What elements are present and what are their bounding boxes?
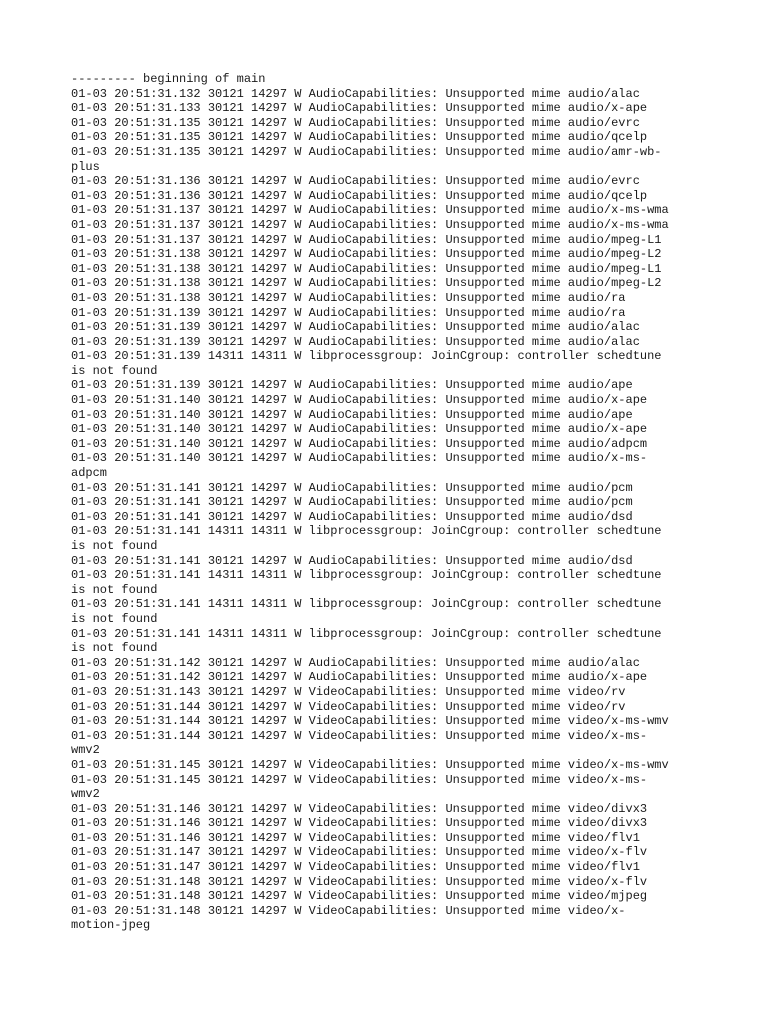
- log-line: wmv2: [71, 787, 100, 802]
- log-line: 01-03 20:51:31.136 30121 14297 W AudioCapabilities: Unsupported mime audio/evrc: [71, 174, 640, 189]
- log-line: 01-03 20:51:31.132 30121 14297 W AudioCapabilities: Unsupported mime audio/alac: [71, 86, 640, 101]
- log-line: 01-03 20:51:31.143 30121 14297 W VideoCapabilities: Unsupported mime video/rv: [71, 684, 626, 699]
- log-line: 01-03 20:51:31.133 30121 14297 W AudioCapabilities: Unsupported mime audio/x-ape: [71, 101, 648, 116]
- log-line: 01-03 20:51:31.145 30121 14297 W VideoCapabilities: Unsupported mime video/x-ms-wmv: [71, 757, 669, 772]
- log-line: 01-03 20:51:31.147 30121 14297 W VideoCapabilities: Unsupported mime video/x-flv: [71, 845, 648, 860]
- log-line: 01-03 20:51:31.142 30121 14297 W AudioCapabilities: Unsupported mime audio/x-ape: [71, 670, 648, 685]
- log-line: is not found: [71, 539, 158, 553]
- log-line: 01-03 20:51:31.139 30121 14297 W AudioCapabilities: Unsupported mime audio/ra: [71, 305, 626, 320]
- log-line: 01-03 20:51:31.138 30121 14297 W AudioCapabilities: Unsupported mime audio/mpeg-L2: [71, 247, 662, 262]
- log-line: 01-03 20:51:31.146 30121 14297 W VideoCapabilities: Unsupported mime video/flv1: [71, 830, 640, 845]
- log-line: 01-03 20:51:31.141 14311 14311 W libprocessgroup: JoinCgroup: controller schedtune: [71, 626, 662, 641]
- log-line: 01-03 20:51:31.139 14311 14311 W libprocessgroup: JoinCgroup: controller schedtune: [71, 349, 662, 364]
- log-line: 01-03 20:51:31.137 30121 14297 W AudioCapabilities: Unsupported mime audio/x-ms-wma: [71, 203, 669, 218]
- log-line: motion-jpeg: [71, 918, 151, 933]
- log-line: 01-03 20:51:31.140 30121 14297 W AudioCapabilities: Unsupported mime audio/x-ape: [71, 393, 648, 408]
- log-line: 01-03 20:51:31.138 30121 14297 W AudioCapabilities: Unsupported mime audio/mpeg-L1: [71, 261, 662, 276]
- log-line: 01-03 20:51:31.145 30121 14297 W VideoCapabilities: Unsupported mime video/x-ms-: [71, 772, 648, 787]
- log-line: 01-03 20:51:31.137 30121 14297 W AudioCapabilities: Unsupported mime audio/x-ms-wma: [71, 217, 669, 232]
- log-line: 01-03 20:51:31.147 30121 14297 W VideoCapabilities: Unsupported mime video/flv1: [71, 860, 640, 875]
- log-line: 01-03 20:51:31.135 30121 14297 W AudioCapabilities: Unsupported mime audio/qcelp: [71, 130, 648, 145]
- log-line: 01-03 20:51:31.144 30121 14297 W VideoCapabilities: Unsupported mime video/x-ms-: [71, 728, 648, 743]
- log-line: 01-03 20:51:31.140 30121 14297 W AudioCapabilities: Unsupported mime audio/ape: [71, 407, 633, 422]
- log-line: 01-03 20:51:31.138 30121 14297 W AudioCapabilities: Unsupported mime audio/mpeg-L2: [71, 276, 662, 291]
- log-line: 01-03 20:51:31.137 30121 14297 W AudioCapabilities: Unsupported mime audio/mpeg-L1: [71, 232, 662, 247]
- log-line: 01-03 20:51:31.148 30121 14297 W VideoCapabilities: Unsupported mime video/mjpeg: [71, 889, 648, 904]
- log-line: 01-03 20:51:31.140 30121 14297 W AudioCapabilities: Unsupported mime audio/x-ape: [71, 422, 648, 437]
- log-line: --------- beginning of main: [71, 72, 266, 86]
- log-line: 01-03 20:51:31.141 30121 14297 W AudioCapabilities: Unsupported mime audio/dsd: [71, 553, 633, 568]
- log-line: 01-03 20:51:31.148 30121 14297 W VideoCapabilities: Unsupported mime video/x-flv: [71, 874, 648, 889]
- log-line: 01-03 20:51:31.135 30121 14297 W AudioCapabilities: Unsupported mime audio/amr-wb-: [71, 144, 662, 159]
- log-line: 01-03 20:51:31.144 30121 14297 W VideoCapabilities: Unsupported mime video/rv: [71, 699, 626, 714]
- log-line: 01-03 20:51:31.135 30121 14297 W AudioCapabilities: Unsupported mime audio/evrc: [71, 115, 640, 130]
- log-line: 01-03 20:51:31.138 30121 14297 W AudioCapabilities: Unsupported mime audio/ra: [71, 290, 626, 305]
- log-line: is not found: [71, 363, 158, 378]
- log-line: 01-03 20:51:31.141 14311 14311 W libprocessgroup: JoinCgroup: controller schedtune: [71, 524, 662, 539]
- log-line: 01-03 20:51:31.140 30121 14297 W AudioCapabilities: Unsupported mime audio/x-ms-: [71, 451, 648, 466]
- log-line: 01-03 20:51:31.148 30121 14297 W VideoCapabilities: Unsupported mime video/x-: [71, 903, 626, 918]
- log-line: is not found: [71, 611, 158, 626]
- log-line: adpcm: [71, 466, 108, 481]
- log-line: 01-03 20:51:31.141 30121 14297 W AudioCapabilities: Unsupported mime audio/pcm: [71, 480, 633, 495]
- log-line: 01-03 20:51:31.141 30121 14297 W AudioCapabilities: Unsupported mime audio/pcm: [71, 495, 633, 510]
- log-line: 01-03 20:51:31.146 30121 14297 W VideoCapabilities: Unsupported mime video/divx3: [71, 816, 648, 831]
- log-line: 01-03 20:51:31.139 30121 14297 W AudioCapabilities: Unsupported mime audio/ape: [71, 378, 633, 393]
- log-line: 01-03 20:51:31.136 30121 14297 W AudioCapabilities: Unsupported mime audio/qcelp: [71, 188, 648, 203]
- log-line: 01-03 20:51:31.141 14311 14311 W libprocessgroup: JoinCgroup: controller schedtune: [71, 568, 662, 583]
- log-line: 01-03 20:51:31.141 30121 14297 W AudioCapabilities: Unsupported mime audio/dsd: [71, 509, 633, 524]
- log-document: [71, 72, 711, 933]
- log-line: 01-03 20:51:31.139 30121 14297 W AudioCapabilities: Unsupported mime audio/alac: [71, 320, 640, 335]
- log-line: plus: [71, 159, 100, 174]
- log-line: is not found: [71, 641, 158, 656]
- log-line: 01-03 20:51:31.144 30121 14297 W VideoCapabilities: Unsupported mime video/x-ms-wmv: [71, 714, 669, 729]
- log-line: is not found: [71, 582, 158, 597]
- log-line: 01-03 20:51:31.142 30121 14297 W AudioCapabilities: Unsupported mime audio/alac: [71, 655, 640, 670]
- log-line: 01-03 20:51:31.140 30121 14297 W AudioCapabilities: Unsupported mime audio/adpcm: [71, 436, 648, 451]
- log-line: 01-03 20:51:31.139 30121 14297 W AudioCapabilities: Unsupported mime audio/alac: [71, 334, 640, 349]
- log-line: wmv2: [71, 743, 100, 758]
- log-line: 01-03 20:51:31.146 30121 14297 W VideoCapabilities: Unsupported mime video/divx3: [71, 801, 648, 816]
- log-line: 01-03 20:51:31.141 14311 14311 W libprocessgroup: JoinCgroup: controller schedtune: [71, 597, 662, 612]
